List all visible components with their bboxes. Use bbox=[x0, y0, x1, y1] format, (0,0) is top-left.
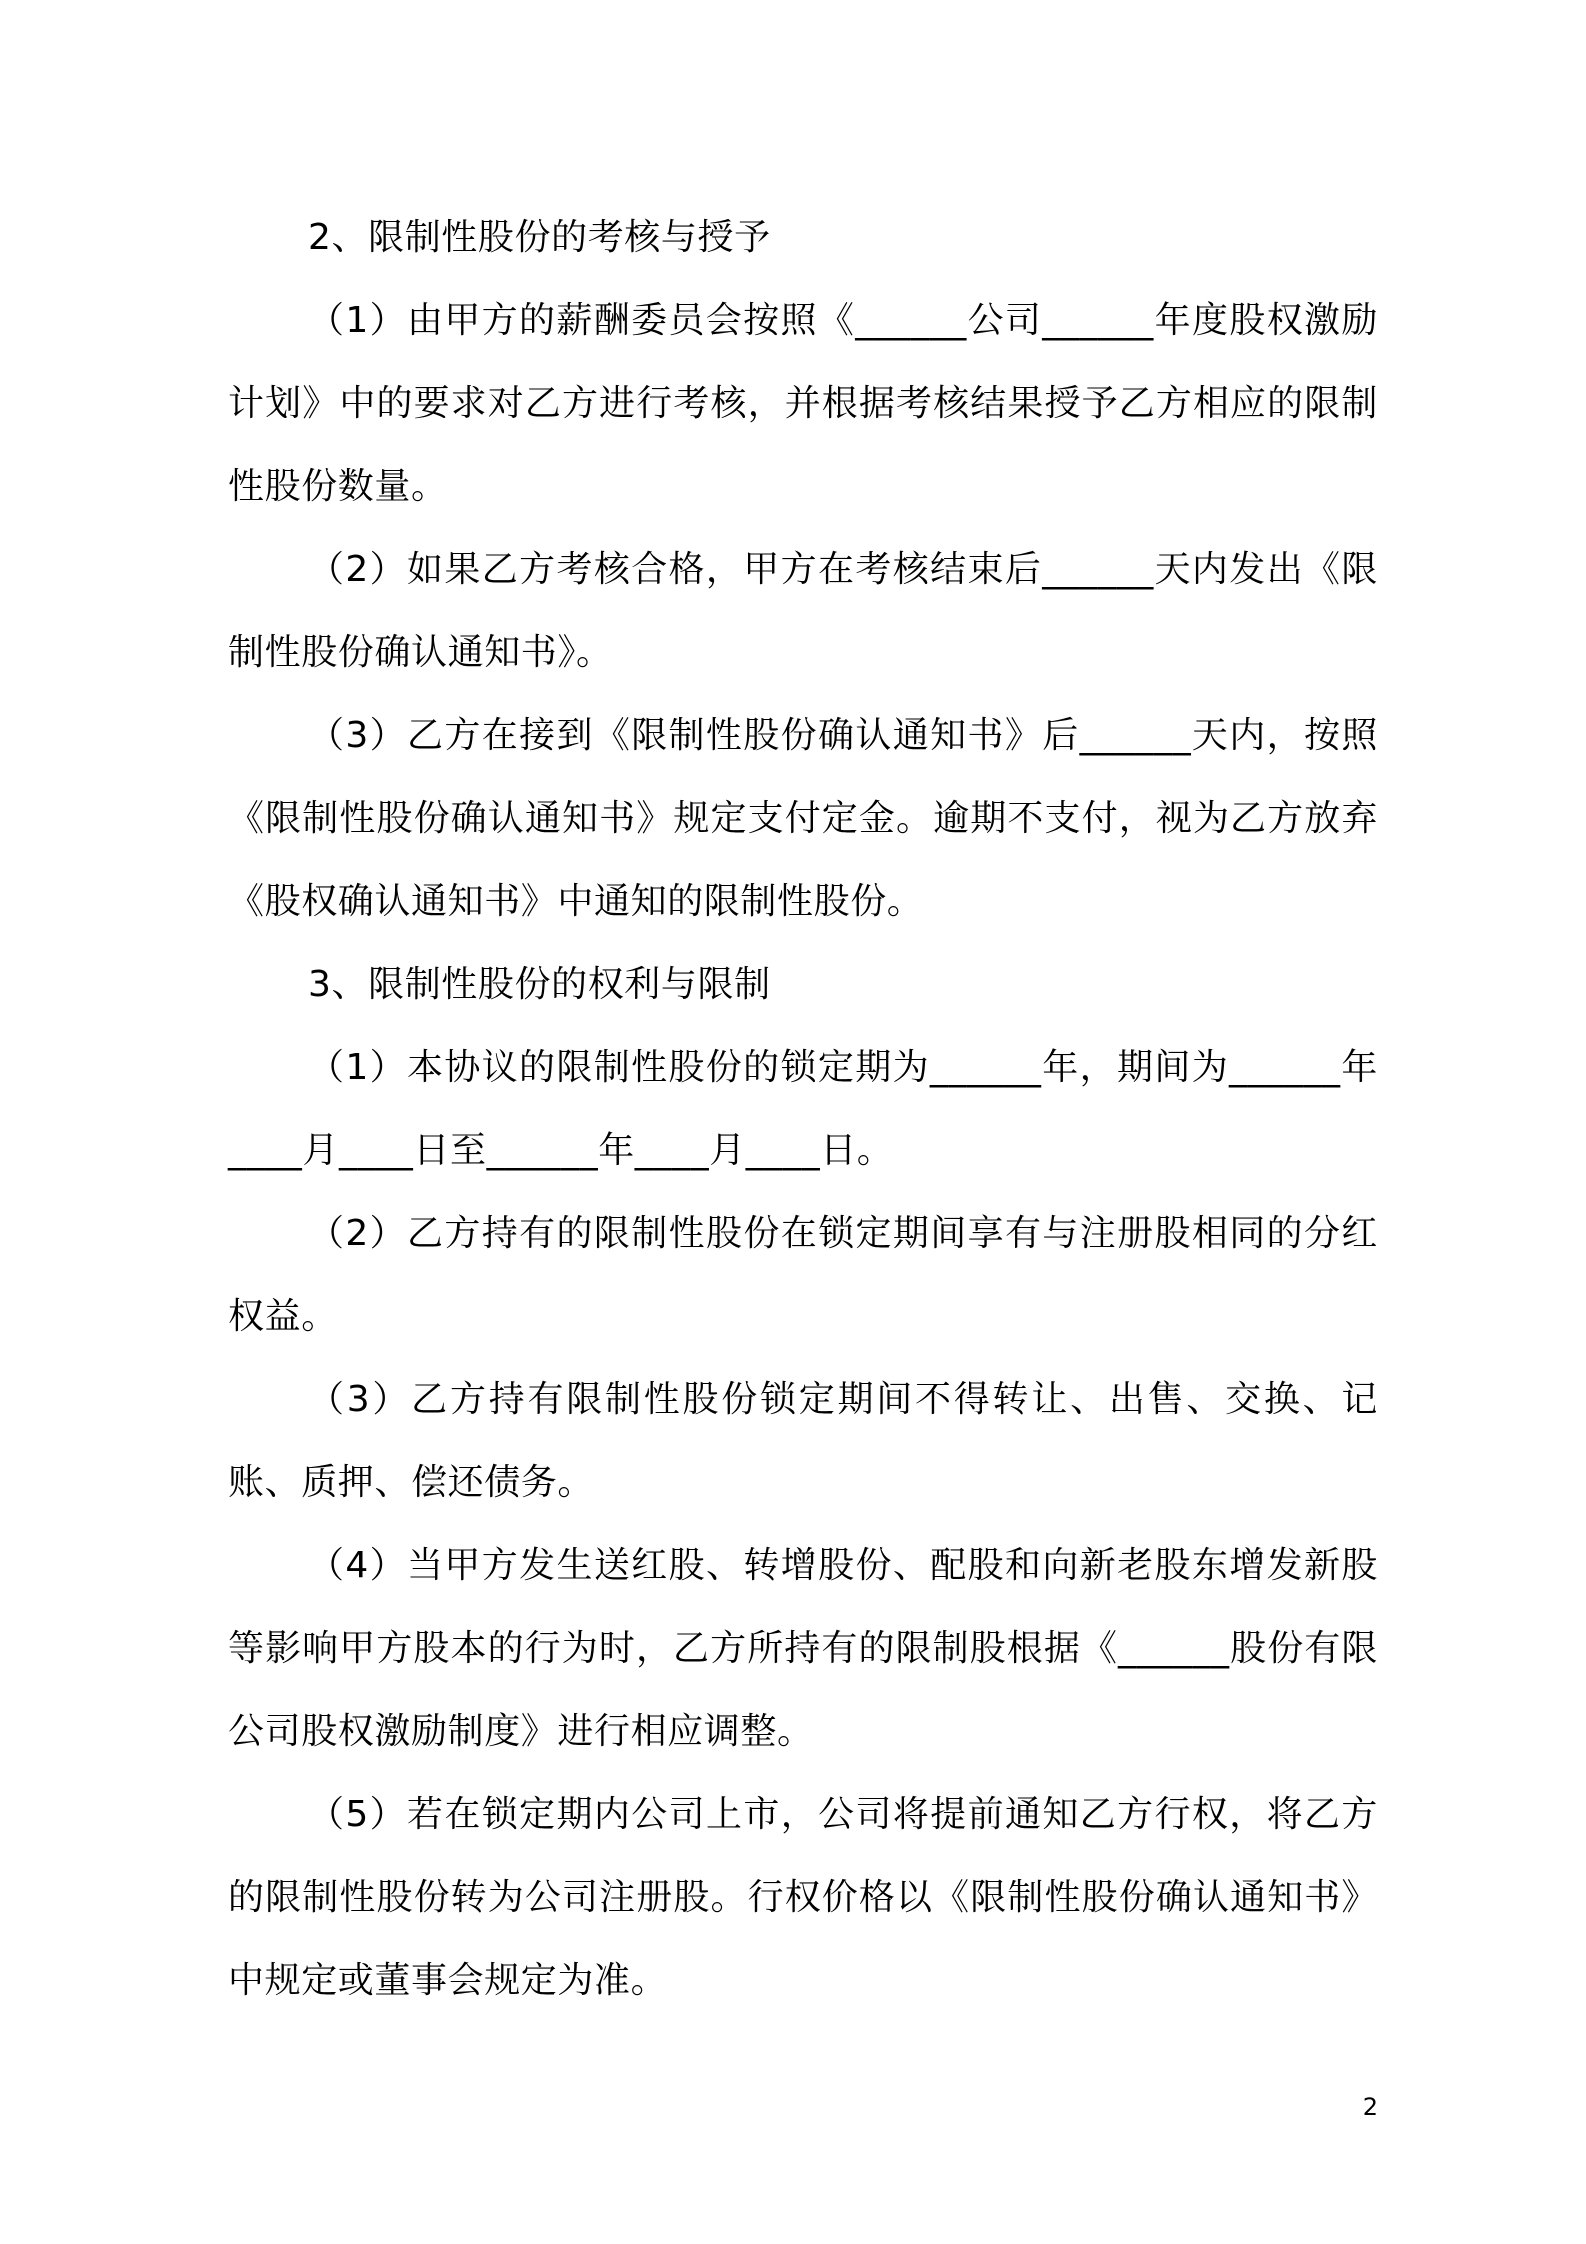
clause-share-adjustment: （4）当甲方发生送红股、转增股份、配股和向新老股东增发新股等影响甲方股本的行为时，乙方所持有的限制股根据《______股份有限公司股权激励制度》进行相应调整。 bbox=[228, 1545, 1378, 1752]
clause-assessment-by-committee: （1）由甲方的薪酬委员会按照《______公司______年度股权激励计划》中的要求对乙方进行考核，并根据考核结果授予乙方相应的限制性股份数量。 bbox=[228, 300, 1378, 507]
section-heading-rights-restrictions: 3、限制性股份的权利与限制 bbox=[308, 964, 771, 1005]
page-number: 2 bbox=[1362, 2093, 1378, 2121]
clause-transfer-restrictions: （3）乙方持有限制性股份锁定期间不得转让、出售、交换、记账、质押、偿还债务。 bbox=[228, 1379, 1378, 1503]
clause-listing-exercise: （5）若在锁定期内公司上市，公司将提前通知乙方行权，将乙方的限制性股份转为公司注册股。行权价格以《限制性股份确认通知书》中规定或董事会规定为准。 bbox=[228, 1794, 1378, 2001]
clause-confirmation-notice: （2）如果乙方考核合格，甲方在考核结束后______天内发出《限制性股份确认通知书》。 bbox=[228, 549, 1378, 673]
clause-deposit-payment: （3）乙方在接到《限制性股份确认通知书》后______天内，按照《限制性股份确认通知书》规定支付定金。逾期不支付，视为乙方放弃《股权确认通知书》中通知的限制性股份。 bbox=[228, 715, 1378, 922]
clause-lock-period: （1）本协议的限制性股份的锁定期为______年，期间为______年____月____日至______年____月____日。 bbox=[228, 1047, 1378, 1171]
section-heading-assessment-grant: 2、限制性股份的考核与授予 bbox=[308, 217, 771, 258]
clause-dividend-rights: （2）乙方持有的限制性股份在锁定期间享有与注册股相同的分红权益。 bbox=[228, 1213, 1378, 1337]
document-body bbox=[228, 196, 1378, 2022]
